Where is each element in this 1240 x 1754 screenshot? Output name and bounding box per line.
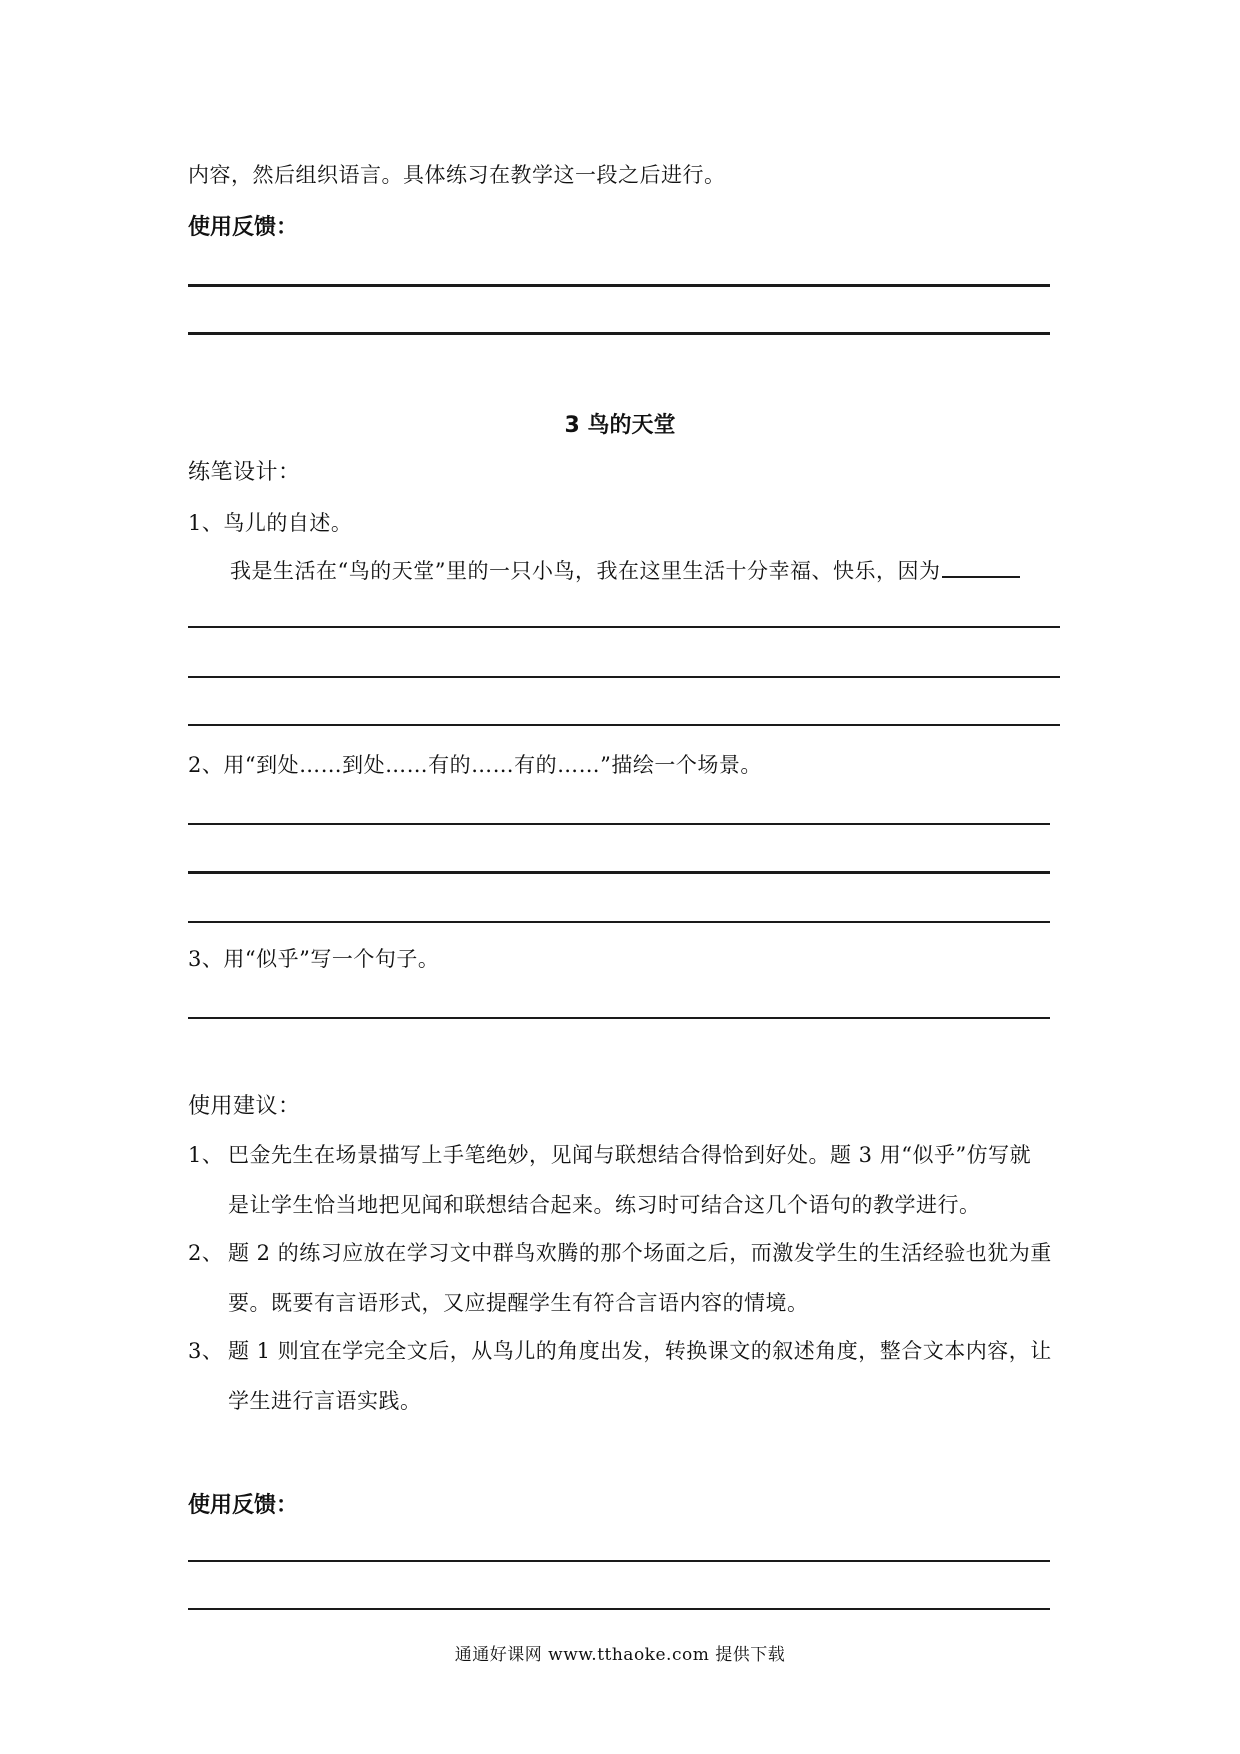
suggestion-3-line2: 学生进行言语实践。 [228,1389,422,1413]
answer-line [188,284,1050,287]
question-2: 2、用“到处……到处……有的……有的……”描绘一个场景。 [188,753,762,777]
suggestion-2-num: 2、 [188,1241,224,1265]
suggestion-1-line2: 是让学生恰当地把见闻和联想结合起来。练习时可结合这几个语句的教学进行。 [228,1193,981,1217]
answer-line [188,724,1060,726]
lesson-title: 3 鸟的天堂 [564,413,676,438]
feedback-label-top: 使用反馈： [188,215,299,240]
answer-line [188,1608,1050,1610]
answer-line [188,332,1050,335]
continuation-text: 内容，然后组织语言。具体练习在教学这一段之后进行。 [188,163,726,187]
suggestion-3-num: 3、 [188,1339,224,1363]
question-3: 3、用“似乎”写一个句子。 [188,947,440,971]
suggestions-label: 使用建议： [188,1094,301,1119]
answer-line [188,626,1060,628]
answer-line [188,921,1050,923]
prompt-text: 我是生活在“鸟的天堂”里的一只小鸟，我在这里生活十分幸福、快乐，因为 [230,559,941,583]
answer-line [188,1017,1050,1019]
fill-blank [942,556,1020,578]
suggestion-2-line2: 要。既要有言语形式，又应提醒学生有符合言语内容的情境。 [228,1291,809,1315]
answer-line [188,871,1050,874]
answer-line [188,676,1060,678]
question-1-prompt [230,556,1020,586]
suggestion-1-num: 1、 [188,1143,224,1167]
suggestion-3-line1: 题 1 则宜在学完全文后，从鸟儿的角度出发，转换课文的叙述角度，整合文本内容，让 [228,1339,1052,1363]
suggestion-1-line1: 巴金先生在场景描写上手笔绝妙，见闻与联想结合得恰到好处。题 3 用“似乎”仿写就 [228,1143,1032,1167]
answer-line [188,823,1050,825]
footer-text: 通通好课网 www.tthaoke.com 提供下载 [454,1645,786,1665]
feedback-label-bottom: 使用反馈： [188,1493,299,1518]
question-1: 1、鸟儿的自述。 [188,511,353,535]
design-label: 练笔设计： [188,460,301,485]
suggestion-2-line1: 题 2 的练习应放在学习文中群鸟欢腾的那个场面之后，而激发学生的生活经验也犹为重 [228,1241,1052,1265]
answer-line [188,1560,1050,1562]
